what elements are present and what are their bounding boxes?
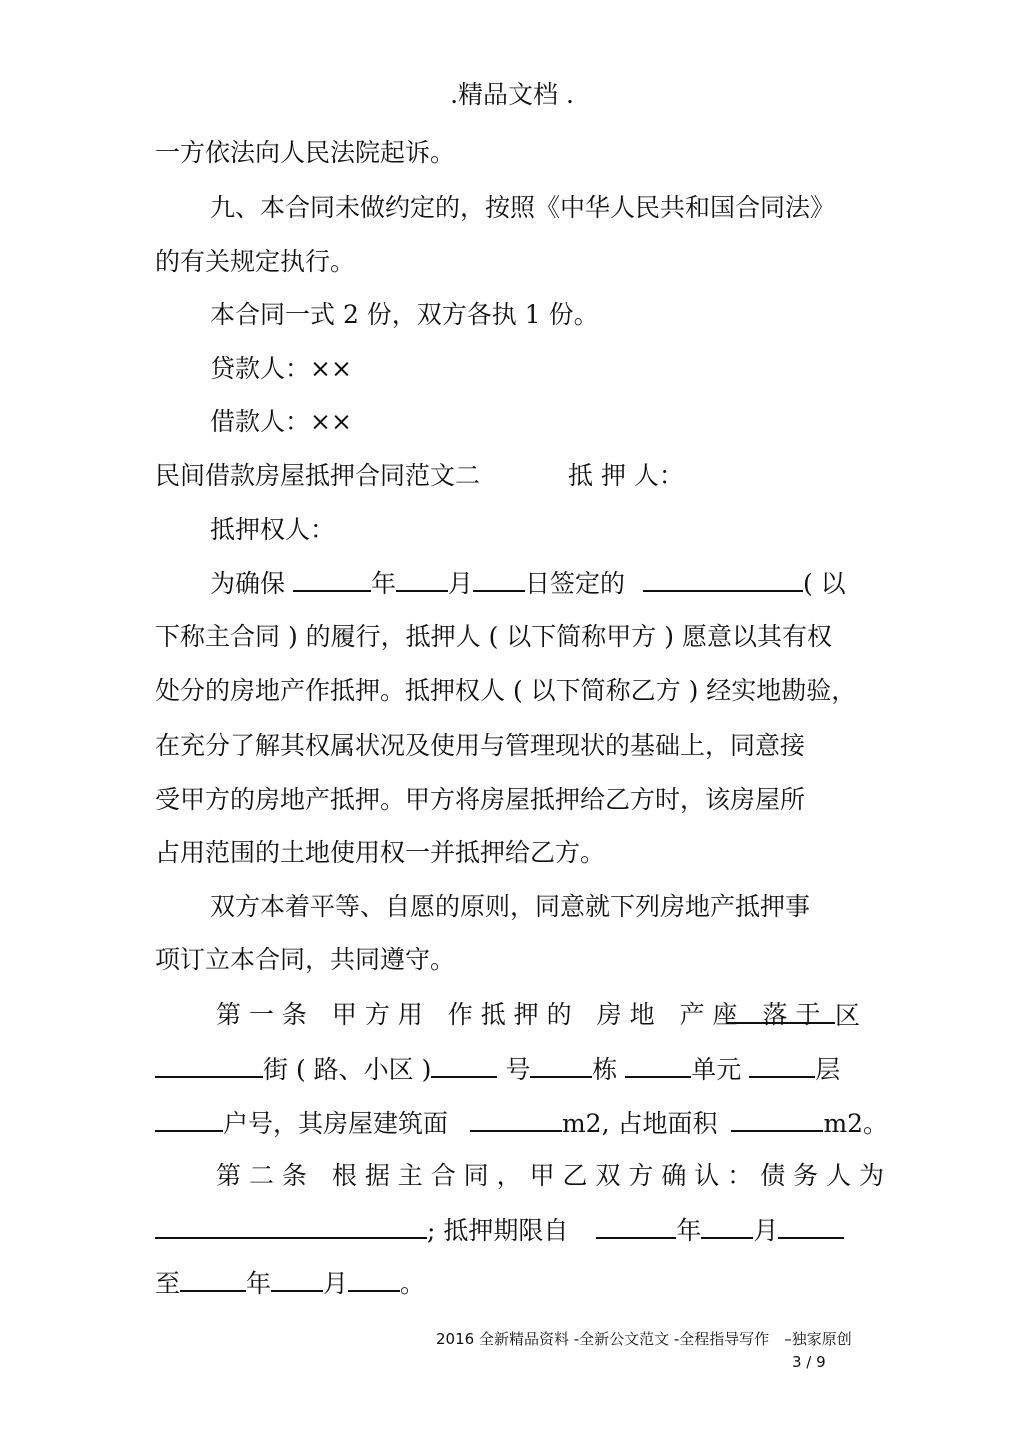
- paragraph-line: 一方依法向人民法院起诉。: [155, 138, 456, 167]
- blank-field: [731, 1108, 823, 1132]
- text-segment: 至: [155, 1269, 181, 1298]
- paragraph-line: 本合同一式 2 份，双方各执 1 份。: [210, 300, 599, 329]
- text-segment: 。: [400, 1269, 426, 1298]
- paragraph-line: 受甲方的房地产抵押。甲方将房屋抵押给乙方时，该房屋所: [155, 785, 806, 814]
- paragraph-line: 的有关规定执行。: [155, 247, 356, 276]
- paragraph-line: [155, 1268, 425, 1299]
- text-segment: m2。: [823, 1109, 889, 1138]
- blank-field: [155, 1215, 427, 1239]
- text-segment: 月: [447, 569, 473, 598]
- blank-field: [643, 568, 803, 592]
- page-footer: 2016 全新精品资料 -全新公文范文 -全程指导写作 –独家原创: [436, 1330, 852, 1348]
- text-segment: 栋: [592, 1055, 618, 1084]
- blank-field: [155, 1054, 263, 1078]
- blank-field: [530, 1054, 592, 1078]
- text-segment: m2, 占地面积: [561, 1109, 718, 1138]
- blank-field: [473, 568, 525, 592]
- text-segment: 年: [370, 569, 396, 598]
- text-segment: 户号，其房屋建筑面: [223, 1109, 449, 1138]
- text-segment: 为确保: [210, 569, 286, 598]
- blank-field: [348, 1268, 400, 1292]
- paragraph-line: [155, 1215, 844, 1246]
- text-segment: 单元: [691, 1055, 742, 1084]
- blank-field: [778, 1215, 844, 1239]
- paragraph-line: 双方本着平等、自愿的原则，同意就下列房地产抵押事: [210, 892, 811, 921]
- text-segment: 年: [246, 1269, 272, 1298]
- blank-field: [271, 1268, 323, 1292]
- text-segment: 日签定的: [525, 569, 626, 598]
- mortgagee-label: 抵押权人：: [210, 515, 336, 544]
- paragraph-line: 处分的房地产作抵押。抵押权人 ( 以下简称乙方 ) 经实地勘验，: [155, 676, 857, 705]
- text-segment: ; 抵押期限自: [427, 1216, 569, 1245]
- text-segment: 层: [815, 1055, 841, 1084]
- text-segment: ( 以: [802, 569, 846, 598]
- blank-field: [727, 1000, 835, 1024]
- text-segment: 街 ( 路、小区 ): [263, 1055, 432, 1084]
- blank-field: [749, 1054, 815, 1078]
- paragraph-line: 下称主合同 ) 的履行，抵押人 ( 以下简称甲方 ) 愿意以其有权: [155, 622, 832, 651]
- lender-line: 贷款人：××: [210, 354, 352, 383]
- paragraph-line: 项订立本合同，共同遵守。: [155, 945, 456, 974]
- blank-field: [470, 1108, 562, 1132]
- paragraph-line: 占用范围的土地使用权一并抵押给乙方。: [155, 838, 606, 867]
- borrower-line: 借款人：××: [210, 407, 352, 436]
- paragraph-line: 在充分了解其权属状况及使用与管理现状的基础上，同意接: [155, 731, 806, 760]
- paragraph-line: [727, 1000, 860, 1031]
- blank-field: [701, 1215, 753, 1239]
- page-header: .精品文档 .: [450, 80, 574, 109]
- blank-field: [293, 568, 371, 592]
- text-segment: 第 一 条 甲 方 用 作 抵 押 的 房 地 产 座 落 于: [216, 1000, 821, 1029]
- blank-field: [180, 1268, 246, 1292]
- blank-field: [431, 1054, 497, 1078]
- section-title: 民间借款房屋抵押合同范文二: [155, 461, 481, 490]
- text-segment: 月: [323, 1269, 349, 1298]
- paragraph-line: [155, 1054, 840, 1085]
- text-segment: 区: [835, 1001, 861, 1030]
- blank-field: [625, 1054, 691, 1078]
- article-two-line: 第 二 条 根 据 主 合 同 ， 甲 乙 双 方 确 认 ： 债 务 人 为: [216, 1161, 885, 1190]
- text-segment: 年: [676, 1216, 702, 1245]
- page-number: 3 / 9: [792, 1353, 826, 1371]
- blank-field: [596, 1215, 676, 1239]
- blank-field: [396, 568, 448, 592]
- blank-field: [155, 1108, 223, 1132]
- paragraph-line: [155, 1108, 888, 1139]
- text-segment: 号: [505, 1055, 531, 1084]
- text-segment: 月: [753, 1216, 779, 1245]
- paragraph-line: 九、本合同未做约定的，按照《中华人民共和国合同法》: [210, 193, 836, 222]
- paragraph-line: [210, 568, 846, 599]
- mortgagor-label: 抵 押 人：: [568, 461, 684, 490]
